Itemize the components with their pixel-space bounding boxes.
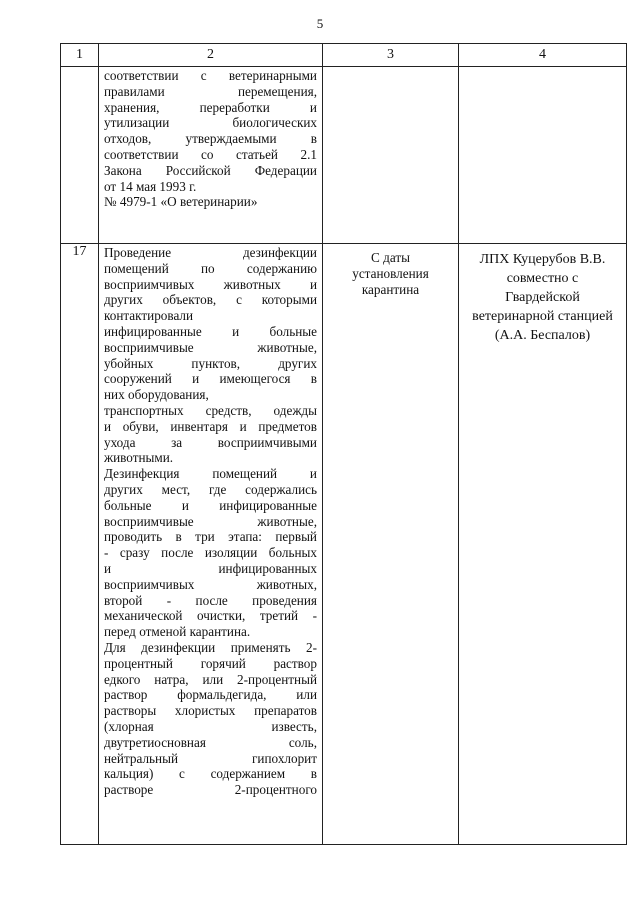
measure-line: раствор формальдегида, или (104, 687, 317, 703)
measure-line: № 4979-1 «О ветеринарии» (104, 194, 258, 210)
measure-line: помещений по содержанию (104, 260, 317, 276)
measure-line: отходов, утверждаемыми в (104, 131, 317, 147)
measure-line: механической очистки, третий - (104, 608, 317, 624)
measure-line: животными. (104, 450, 174, 466)
responsible-line: совместно с (506, 271, 579, 286)
measure-line: контактировали (104, 308, 194, 324)
measure-line: Закона Российской Федерации (104, 162, 317, 178)
measure-line: Для дезинфекции применять 2- (104, 639, 317, 655)
measure-cell (99, 244, 323, 845)
row-number: 17 (61, 244, 99, 845)
measures-table (60, 43, 627, 845)
measure-line: транспортных средств, одежды (104, 402, 317, 418)
measure-line: восприимчивых животных и (104, 276, 317, 292)
measure-line: соответствии с ветеринарными (104, 68, 317, 83)
measure-line: других объектов, с которыми (104, 292, 317, 308)
measure-line: второй - после проведения (104, 592, 317, 608)
measure-line: соответствии со статьей 2.1 (104, 146, 317, 162)
measure-line: едкого натра, или 2-процентный (104, 671, 317, 687)
responsible-text (459, 244, 626, 345)
measure-line: растворы хлористых препаратов (104, 703, 317, 719)
deadline-cell (323, 67, 459, 244)
measure-line: правилами перемещения, (104, 83, 317, 99)
measure-line: убойных пунктов, других (104, 355, 317, 371)
table-row-continuation (61, 67, 627, 244)
measure-line: восприимчивые животные, (104, 339, 317, 355)
responsible-cell (459, 67, 627, 244)
measure-line: инфицированные и больные (104, 323, 317, 339)
header-cell-3: 3 (323, 44, 459, 67)
measure-line: восприимчивые животные, (104, 513, 317, 529)
responsible-line: ЛПХ Куцерубов В.В. (479, 252, 606, 267)
responsible-line: ветеринарной станцией (472, 309, 613, 324)
measure-line: двутретиосновная соль, (104, 734, 317, 750)
measure-text (99, 67, 322, 210)
responsible-line: (А.А. Беспалов) (494, 328, 591, 343)
measure-line: утилизации биологических (104, 115, 317, 131)
measure-line: растворе 2-процентного (104, 782, 317, 798)
measure-line: Проведение дезинфекции (104, 245, 317, 260)
header-cell-2: 2 (99, 44, 323, 67)
deadline-line: С даты (371, 250, 410, 265)
measure-text (99, 244, 322, 798)
deadline-line: карантина (361, 282, 420, 297)
header-cell-1: 1 (61, 44, 99, 67)
measure-line: восприимчивых животных, (104, 576, 317, 592)
table-header-row (61, 44, 627, 67)
page-number: 5 (316, 16, 324, 31)
measure-line: больные и инфицированные (104, 497, 317, 513)
measure-line: процентный горячий раствор (104, 655, 317, 671)
measure-line: Дезинфекция помещений и (104, 466, 317, 482)
table-row-17 (61, 244, 627, 845)
measure-line: ухода за восприимчивыми (104, 434, 317, 450)
measure-line: от 14 мая 1993 г. (104, 178, 197, 194)
measure-line: (хлорная известь, (104, 718, 317, 734)
deadline-line: установления (352, 266, 429, 281)
responsible-line: Гвардейской (505, 290, 580, 305)
measure-line: - сразу после изоляции больных (104, 545, 317, 561)
measure-cell (99, 67, 323, 244)
measure-line: перед отменой карантина. (104, 624, 251, 640)
row-number (61, 67, 99, 244)
measure-line: проводить в три этапа: первый (104, 529, 317, 545)
deadline-text (323, 244, 458, 298)
measure-line: хранения, переработки и (104, 99, 317, 115)
measure-line: других мест, где содержались (104, 481, 317, 497)
measure-line: кальция) с содержанием в (104, 766, 317, 782)
deadline-cell (323, 244, 459, 845)
header-cell-4: 4 (459, 44, 627, 67)
measure-line: нейтральный гипохлорит (104, 750, 317, 766)
measure-line: и обуви, инвентаря и предметов (104, 418, 317, 434)
measure-line: сооружений и имеющегося в (104, 371, 317, 387)
responsible-cell (459, 244, 627, 845)
measure-line: и инфицированных (104, 560, 317, 576)
measure-line: них оборудования, (104, 387, 209, 403)
